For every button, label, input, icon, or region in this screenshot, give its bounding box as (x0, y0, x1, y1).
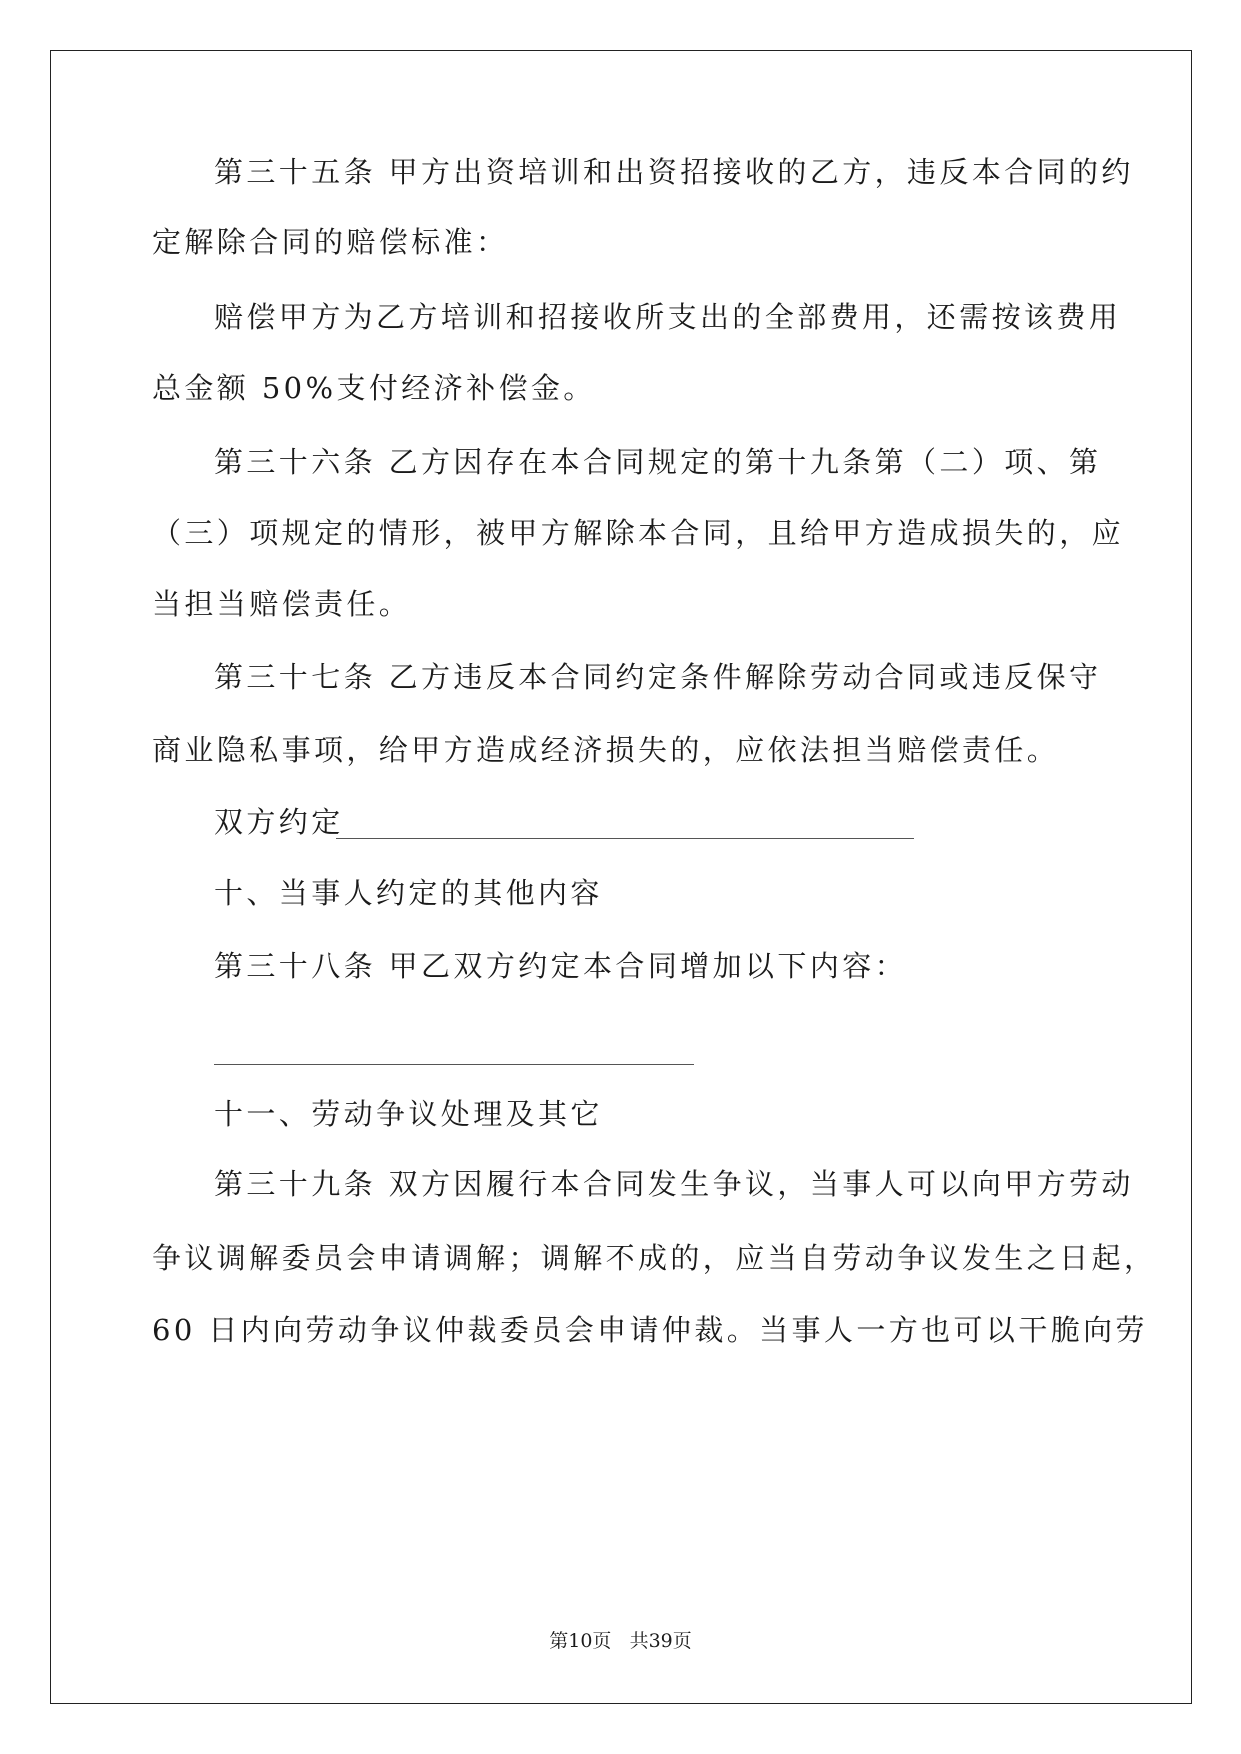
clause-37-line-2: 商业隐私事项，给甲方造成经济损失的，应依法担当赔偿责任。 (152, 733, 1060, 767)
compensation-line-1: 赔偿甲方为乙方培训和招接收所支出的全部费用，还需按该费用 (214, 300, 1122, 334)
clause-35-line-1: 第三十五条 甲方出资培训和出资招接收的乙方，违反本合同的约 (214, 155, 1134, 189)
clause-36-line-3: 当担当赔偿责任。 (152, 587, 412, 621)
section-ten-heading: 十、当事人约定的其他内容 (214, 876, 603, 910)
clause-39-line-2: 争议调解委员会申请调解；调解不成的，应当自劳动争议发生之日起， (152, 1241, 1157, 1275)
page-footer (0, 1628, 1241, 1654)
clause-36-line-2: （三）项规定的情形，被甲方解除本合同，且给甲方造成损失的，应 (152, 516, 1125, 550)
mutual-agreement-blank (336, 838, 914, 839)
mutual-agreement-label: 双方约定 (214, 805, 344, 839)
clause-39-line-1: 第三十九条 双方因履行本合同发生争议，当事人可以向甲方劳动 (214, 1167, 1134, 1201)
clause-36-line-1: 第三十六条 乙方因存在本合同规定的第十九条第（二）项、第 (214, 445, 1102, 479)
clause-37-line-1: 第三十七条 乙方违反本合同约定条件解除劳动合同或违反保守 (214, 660, 1102, 694)
clause-35-line-2: 定解除合同的赔偿标准： (152, 225, 509, 259)
section-eleven-heading: 十一、劳动争议处理及其它 (214, 1097, 603, 1131)
page-number: 第10页 (549, 1630, 612, 1652)
compensation-line-2: 总金额 50%支付经济补偿金。 (152, 371, 596, 405)
clause-39-line-3: 60 日内向劳动争议仲裁委员会申请仲裁。当事人一方也可以干脆向劳 (152, 1313, 1148, 1347)
clause-38-line: 第三十八条 甲乙双方约定本合同增加以下内容： (214, 949, 908, 983)
additional-content-blank (214, 1064, 694, 1065)
page-total: 共39页 (629, 1630, 692, 1652)
